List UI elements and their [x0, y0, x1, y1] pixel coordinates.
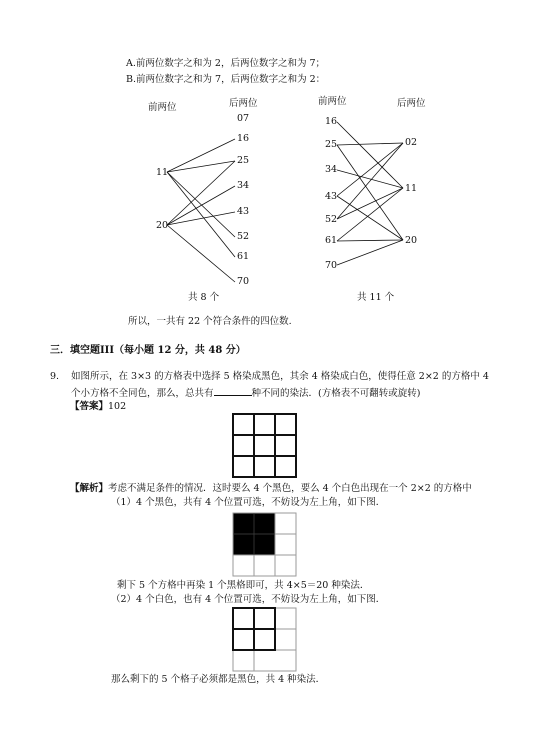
diagram2-left-item: 34 [325, 164, 338, 175]
problem-line-1: 如图所示，在 3×3 的方格表中选择 5 格染成黑色，其余 4 格染成白色，使得任意 2×2 的方格中 4 [71, 371, 489, 382]
diagram2-edge [337, 240, 403, 265]
diagram1-edge [167, 186, 235, 225]
diagram2-left-item: 43 [325, 191, 338, 202]
diagram2-left-item: 25 [325, 139, 338, 150]
diagram2-left-header: 前两位 [318, 96, 347, 107]
diagram2-right-header: 后两位 [397, 98, 426, 109]
analysis-case-2: （2）4 个白色，也有 4 个位置可选，不妨设为左上角，如下图． [111, 594, 386, 605]
diagram1-right-item: 16 [237, 133, 250, 144]
diagram2-right-item: 02 [405, 137, 418, 148]
diagram2-edge [337, 143, 403, 145]
diagram1-total: 共 8 个 [188, 292, 220, 303]
section-title: 三．填空题III（每小题 12 分，共 48 分） [50, 345, 246, 356]
diagram1-edge [167, 225, 235, 282]
diagram1-right-item: 07 [237, 113, 250, 124]
diagram2-left-item: 16 [325, 116, 338, 127]
diagram1-left-item: 20 [156, 220, 169, 231]
diagram2-left-item: 70 [325, 260, 338, 271]
diagram1-right-header: 后两位 [229, 98, 258, 109]
problem-line-2-after: 种不同的染法．(方格表不可翻转或旋转) [251, 388, 421, 399]
white-corner-grid [233, 608, 296, 671]
diagram1-right-item: 25 [237, 155, 250, 166]
diagram2-left-item: 61 [325, 235, 338, 246]
problem-line-2-before: 个小方格不全同色，那么，总共有 [71, 388, 214, 399]
conclusion: 所以，一共有 22 个符合条件的四位数. [128, 316, 292, 327]
diagram2-right-item: 20 [405, 235, 418, 246]
problem-number: 9. [50, 371, 60, 382]
analysis-case-1-result: 剩下 5 个方格中再染 1 个黑格即可，共 4×5＝20 种染法． [117, 580, 370, 591]
problem-line-2 [71, 386, 420, 400]
diagram1-left-item: 11 [156, 167, 169, 178]
black-corner-grid [233, 513, 296, 576]
diagram1-right-item: 43 [237, 206, 250, 217]
diagram1-edge [167, 172, 235, 237]
diagram2-right-item: 11 [405, 183, 418, 194]
diagram2-left-item: 52 [325, 214, 338, 225]
answer-value: 102 [108, 401, 127, 412]
analysis-case-2-result: 那么剩下的 5 个格子必须都是黑色，共 4 种染法． [111, 674, 326, 685]
analysis-case-1: （1）4 个黑色，共有 4 个位置可选，不妨设为左上角，如下图． [111, 497, 386, 508]
diagram1-edge [167, 172, 235, 257]
answer [70, 401, 126, 413]
diagram1-right-item: 52 [237, 231, 250, 242]
empty-grid [233, 414, 296, 477]
diagram2-edge [337, 170, 403, 188]
analysis-intro [70, 483, 472, 495]
diagram1-right-item: 70 [237, 276, 250, 287]
analysis-label: 【解析】 [70, 483, 109, 494]
case-b: B.前两位数字之和为 7，后两位数字之和为 2： [126, 74, 326, 85]
diagram1-right-item: 34 [237, 180, 250, 191]
diagram2-total: 共 11 个 [357, 292, 395, 303]
analysis-intro-text: 考虑不满足条件的情况．这时要么 4 个黑色，要么 4 个白色出现在一个 2×2 的方格中 [108, 483, 472, 494]
diagram2-edge [337, 143, 403, 196]
answer-blank [214, 386, 252, 396]
diagram1-right-item: 61 [237, 251, 250, 262]
diagram2-edge [337, 240, 403, 241]
diagram1-left-header: 前两位 [148, 102, 177, 113]
case-a: A.前两位数字之和为 2，后两位数字之和为 7； [126, 58, 326, 69]
diagram1-edge [167, 139, 235, 172]
diagram2-edge [337, 143, 403, 219]
answer-label: 【答案】 [70, 401, 109, 412]
